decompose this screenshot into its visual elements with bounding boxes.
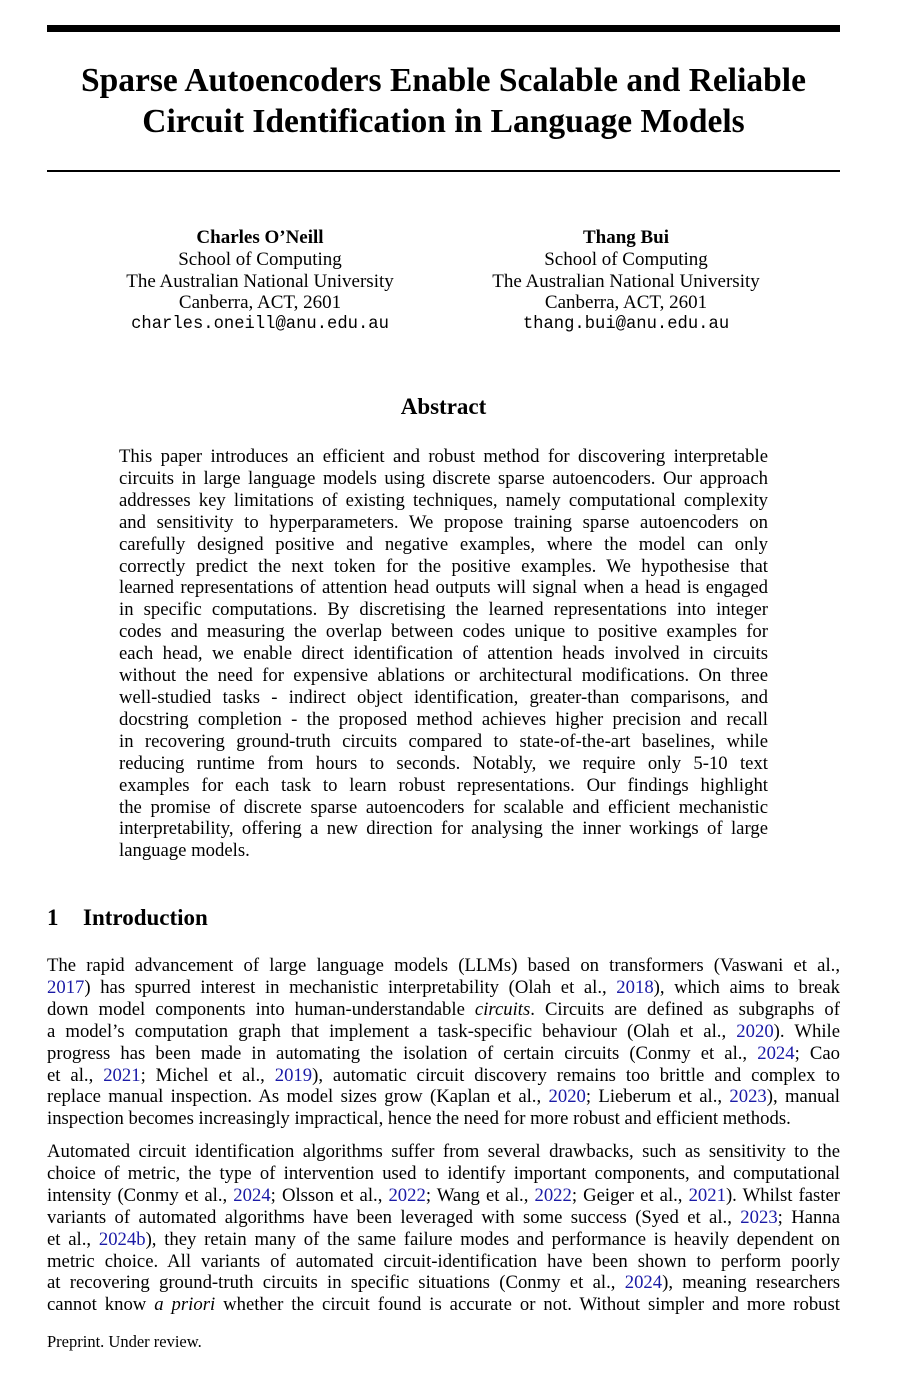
text-run: ; Olsson et al., xyxy=(270,1184,389,1206)
paragraph-line xyxy=(47,1108,840,1130)
text-run: whether the circuit found is accurate or not. Without simpler and more robust xyxy=(215,1294,840,1316)
author-location: Canberra, ACT, 2601 xyxy=(178,292,342,314)
text-run: down model components into human-understandable xyxy=(47,998,475,1020)
text-run: ; Geiger et al., xyxy=(571,1184,689,1206)
abstract-line: docstring completion - the proposed method achieves higher precision and recall xyxy=(119,708,768,730)
paragraph-line xyxy=(47,1294,840,1316)
text-run: inspection becomes increasingly impractical, hence the need for more robust and efficient methods. xyxy=(47,1108,791,1130)
author-institution: The Australian National University xyxy=(492,270,760,292)
text-run: ; Cao xyxy=(794,1042,840,1064)
text-run: ), they retain many of the same failure modes and performance is heavily dependent on xyxy=(145,1228,840,1250)
intro-paragraph-2 xyxy=(47,1141,840,1316)
citation-link[interactable]: 2024b xyxy=(98,1228,146,1250)
citation-link[interactable]: 2020 xyxy=(548,1086,586,1108)
abstract-line: in specific computations. By discretising the learned representations into integer xyxy=(119,599,768,621)
abstract-line: in recovering ground-truth circuits compared to state-of-the-art baselines, while xyxy=(119,730,768,752)
text-run: et al., xyxy=(47,1064,104,1086)
text-run: ; Lieberum et al., xyxy=(585,1086,730,1108)
author-block-2 xyxy=(446,227,806,336)
abstract-line: interpretability, offering a new direction for analysing the inner workings of large xyxy=(119,818,768,840)
citation-link[interactable]: 2023 xyxy=(729,1086,767,1108)
paragraph-line xyxy=(47,977,840,999)
text-run: The rapid advancement of large language models (LLMs) based on transformers (Vaswani et al., xyxy=(47,955,840,976)
abstract-line: and sensitivity to hyperparameters. We propose training sparse autoencoders on xyxy=(119,511,768,533)
citation-link[interactable]: 2018 xyxy=(616,976,654,998)
paragraph-line xyxy=(47,1043,840,1065)
abstract-body xyxy=(119,446,768,862)
author-name: Thang Bui xyxy=(582,227,670,248)
abstract-line: learned representations of attention head outputs will signal when a head is engaged xyxy=(119,577,768,599)
emphasis-text: a priori xyxy=(154,1294,216,1316)
title-line-1: Sparse Autoencoders Enable Scalable and Reliable xyxy=(81,62,806,99)
abstract-line: carefully designed positive and negative examples, where the model can only xyxy=(119,533,768,555)
author-block-1 xyxy=(80,227,440,336)
paper-title xyxy=(47,60,840,142)
paragraph-line xyxy=(47,1185,840,1207)
text-run: ; Hanna xyxy=(777,1206,841,1228)
abstract-line: without the need for expensive ablations or architectural modifications. On three xyxy=(119,665,768,687)
abstract-line: well-studied tasks - indirect object identification, greater-than comparisons, and xyxy=(119,686,768,708)
paragraph-line xyxy=(47,1141,840,1163)
citation-link[interactable]: 2021 xyxy=(688,1184,726,1206)
text-run: et al., xyxy=(47,1228,99,1250)
author-department: School of Computing xyxy=(178,248,342,270)
text-run: ; Wang et al., xyxy=(425,1184,535,1206)
citation-link[interactable]: 2019 xyxy=(274,1064,313,1086)
text-run: ) has spurred interest in mechanistic interpretability (Olah et al., xyxy=(84,976,617,998)
paragraph-line xyxy=(47,999,840,1021)
paragraph-line xyxy=(47,1163,840,1185)
abstract-line: each head, we enable direct identification of attention heads involved in circuits xyxy=(119,643,768,665)
abstract-line: codes and measuring the overlap between codes unique to positive examples for xyxy=(119,621,768,643)
section-title: Introduction xyxy=(83,905,208,930)
text-run: ). Whilst faster xyxy=(725,1184,840,1206)
citation-link[interactable]: 2024 xyxy=(757,1042,795,1064)
abstract-line: circuits in large language models using discrete sparse autoencoders. Our approach xyxy=(119,467,768,489)
author-email: thang.bui@anu.edu.au xyxy=(522,315,730,335)
paragraph-line xyxy=(47,1065,840,1087)
text-run: at recovering ground-truth circuits in specific situations (Conmy et al., xyxy=(47,1272,625,1294)
intro-paragraph-1 xyxy=(47,955,840,1130)
emphasis-text: circuits xyxy=(474,998,531,1020)
text-run: progress has been made in automating the isolation of certain circuits (Conmy et al., xyxy=(47,1042,758,1064)
citation-link[interactable]: 2020 xyxy=(736,1020,774,1042)
abstract-line: the promise of discrete sparse autoencoders for scalable and efficient mechanistic xyxy=(119,796,768,818)
text-run: choice of metric, the type of intervention used to identify important components, and computational xyxy=(47,1162,840,1184)
text-run: ; Michel et al., xyxy=(140,1064,275,1086)
paragraph-line xyxy=(47,1229,840,1251)
text-run: intensity (Conmy et al., xyxy=(47,1184,234,1206)
text-run: variants of automated algorithms have been leveraged with some success (Syed et al., xyxy=(47,1206,741,1228)
author-name: Charles O’Neill xyxy=(196,227,324,248)
abstract-line: This paper introduces an efficient and robust method for discovering interpretable xyxy=(119,446,768,467)
preprint-footer: Preprint. Under review. xyxy=(47,1332,202,1351)
citation-link[interactable]: 2024 xyxy=(233,1184,271,1206)
abstract-line: reducing runtime from hours to seconds. Notably, we require only 5-10 text xyxy=(119,752,768,774)
author-institution: The Australian National University xyxy=(126,270,394,292)
text-run: cannot know xyxy=(47,1294,155,1316)
abstract-line: examples for each task to learn robust representations. Our findings highlight xyxy=(119,774,768,796)
citation-link[interactable]: 2022 xyxy=(388,1184,426,1206)
text-run: ), which aims to break xyxy=(653,976,840,998)
citation-link[interactable]: 2017 xyxy=(47,976,85,998)
author-email: charles.oneill@anu.edu.au xyxy=(131,315,389,335)
author-location: Canberra, ACT, 2601 xyxy=(544,292,708,314)
abstract-line: correctly predict the next token for the positive examples. We hypothesise that xyxy=(119,555,768,577)
text-run: ), manual xyxy=(766,1086,841,1108)
section-heading-introduction xyxy=(47,904,208,932)
text-run: Automated circuit identification algorithms suffer from several drawbacks, such as sensitivity to the xyxy=(47,1141,840,1162)
paragraph-line xyxy=(47,1272,840,1294)
text-run: . Circuits are defined as subgraphs of xyxy=(530,998,840,1020)
paragraph-line xyxy=(47,1021,840,1043)
text-run: ), automatic circuit discovery remains too brittle and complex to xyxy=(312,1064,840,1086)
text-run: ), meaning researchers xyxy=(662,1272,840,1294)
text-run: a model’s computation graph that implement a task-specific behaviour (Olah et al., xyxy=(47,1020,737,1042)
abstract-heading: Abstract xyxy=(400,394,487,419)
citation-link[interactable]: 2023 xyxy=(740,1206,778,1228)
abstract-line: addresses key limitations of existing techniques, namely computational complexity xyxy=(119,489,768,511)
text-run: replace manual inspection. As model sizes grow (Kaplan et al., xyxy=(47,1086,549,1108)
paragraph-line xyxy=(47,1086,840,1108)
author-department: School of Computing xyxy=(544,248,708,270)
abstract-line: language models. xyxy=(119,840,250,862)
title-line-2: Circuit Identification in Language Models xyxy=(142,103,745,140)
section-number: 1 xyxy=(47,905,59,930)
paragraph-line xyxy=(47,1207,840,1229)
title-rule-bottom xyxy=(47,170,840,172)
citation-link[interactable]: 2022 xyxy=(534,1184,572,1206)
title-rule-top xyxy=(47,25,840,32)
text-run: ). While xyxy=(773,1020,841,1042)
paragraph-line xyxy=(47,955,840,977)
paragraph-line xyxy=(47,1251,840,1273)
citation-link[interactable]: 2021 xyxy=(103,1064,141,1086)
text-run: metric choice. All variants of automated circuit-identification have been shown to perform poorly xyxy=(47,1250,840,1272)
citation-link[interactable]: 2024 xyxy=(624,1272,663,1294)
